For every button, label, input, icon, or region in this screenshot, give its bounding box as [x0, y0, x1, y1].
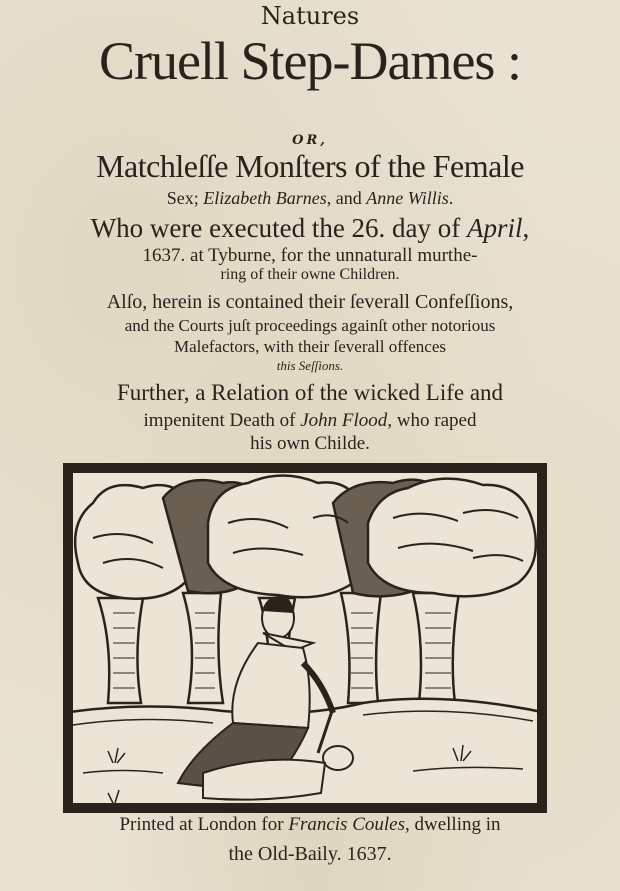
text: Who were executed the 26. day of [90, 213, 468, 243]
executed-line [0, 213, 620, 244]
subtitle-line: Matchleſſe Monſters of the Female [96, 148, 524, 184]
children-line: ring of their owne Children. [220, 266, 400, 283]
names-line [0, 188, 620, 209]
title-line-natures: Natures [260, 2, 360, 30]
text: , [522, 213, 530, 243]
text: Sex; [166, 188, 204, 208]
child-head [323, 746, 353, 770]
name-anne-willis: Anne Willis [366, 188, 449, 208]
malefactors-line: Malefactors, with their ſeverall offences [173, 337, 447, 356]
tree-trunk [413, 593, 459, 703]
month-april: April [467, 213, 523, 243]
flood-line [0, 410, 620, 432]
woodcut-illustration [63, 463, 547, 813]
name-john-flood: John Flood [300, 410, 388, 431]
courts-line: and the Courts juſt proceedings againſt other notorious [124, 316, 496, 335]
title-main: Cruell Step-Dames : [99, 31, 521, 91]
text: impenitent Death of [143, 410, 301, 431]
further-line: Further, a Relation of the wicked Life and [116, 380, 504, 405]
name-elizabeth-barnes: Elizabeth Barnes [203, 188, 327, 208]
printer-name: Francis Coules [288, 814, 405, 835]
text: , who raped [387, 410, 477, 431]
childe-line: his own Childe. [250, 433, 370, 454]
text: Printed at London for [119, 814, 289, 835]
imprint-date-line: the Old-Baily. 1637. [228, 843, 392, 865]
confessions-line: Alſo, herein is contained their ſeverall Confeſſions, [106, 291, 514, 313]
imprint-line [0, 814, 620, 836]
sessions-line: this Seſſions. [276, 358, 344, 373]
text: . [448, 188, 454, 208]
tree-canopy [368, 479, 536, 597]
title-or: OR, [292, 133, 328, 148]
tree-canopies [75, 476, 536, 599]
text: , dwelling in [404, 814, 501, 835]
text: , and [326, 188, 367, 208]
tyburne-line: 1637. at Tyburne, for the unnaturall murthe- [142, 245, 478, 266]
